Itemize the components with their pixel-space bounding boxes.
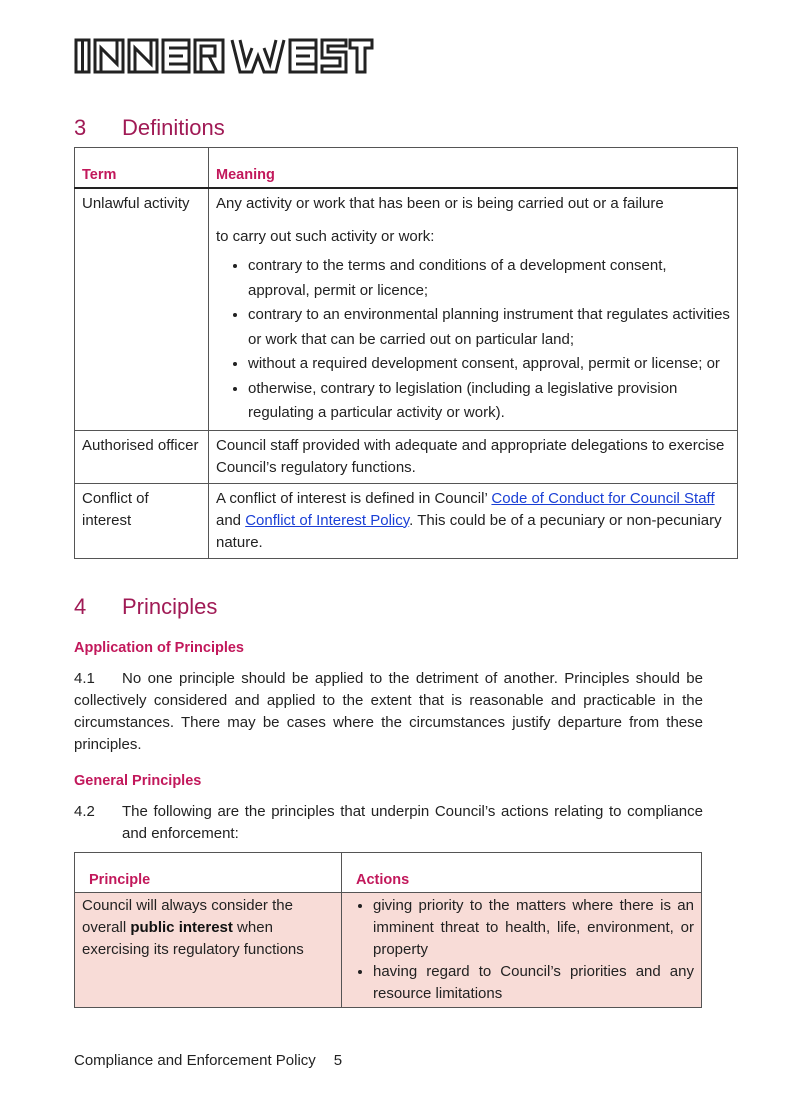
principle-text: when exercising its regulatory functions (82, 919, 304, 958)
term-cell: Authorised officer (75, 430, 209, 483)
bullet-list (216, 254, 730, 426)
principles-table (74, 852, 702, 1008)
table-row (75, 188, 738, 430)
section-number: 3 (74, 115, 87, 140)
section-3-heading (74, 114, 225, 142)
inner-west-logo (74, 36, 374, 78)
column-header-principle: Principle (75, 853, 342, 893)
paragraph-4-2 (74, 801, 703, 845)
section-title: Definitions (122, 115, 225, 140)
column-header-term: Term (75, 148, 209, 189)
code-of-conduct-link[interactable]: Code of Conduct for Council Staff (491, 489, 715, 507)
paragraph-text: The following are the principles that underpin Council’s actions relating to compliance and enforcement: (122, 803, 703, 842)
footer-title: Compliance and Enforcement Policy (74, 1052, 316, 1069)
table-row (75, 483, 738, 558)
meaning-cell (209, 188, 738, 430)
meaning-line: Any activity or work that has been or is being carried out or a failure (216, 195, 664, 212)
table-row (75, 430, 738, 483)
term-cell: Unlawful activity (75, 188, 209, 430)
definitions-table (74, 147, 738, 559)
column-header-meaning: Meaning (209, 148, 738, 189)
table-row (75, 893, 702, 1008)
column-header-actions: Actions (342, 853, 702, 893)
application-of-principles-heading: Application of Principles (74, 640, 244, 656)
meaning-text: and (216, 511, 246, 529)
conflict-of-interest-policy-link[interactable]: Conflict of Interest Policy (245, 511, 410, 529)
section-title: Principles (122, 594, 218, 619)
meaning-cell (209, 483, 738, 558)
principle-emphasis: public interest (130, 919, 233, 936)
list-item: • without a required development consent, approval, permit or license; or (248, 352, 730, 377)
section-4-heading (74, 593, 217, 621)
principle-cell (75, 893, 342, 1008)
general-principles-heading: General Principles (74, 773, 202, 789)
paragraph-number: 4.1 (74, 670, 95, 687)
term-cell: Conflict of interest (75, 483, 209, 558)
bullet-list (349, 895, 694, 1005)
paragraph-4-1 (74, 668, 703, 756)
list-item: • giving priority to the matters where there is an imminent threat to health, life, environment, or property (373, 895, 694, 961)
meaning-text: A conflict of interest is defined in Council’ (216, 489, 492, 507)
meaning-line: to carry out such activity or work: (216, 228, 435, 245)
list-item: • contrary to an environmental planning instrument that regulates activities or work that can be carried out on particular land; (248, 303, 730, 352)
list-item: • contrary to the terms and conditions of a development consent, approval, permit or licence; (248, 254, 730, 303)
paragraph-number: 4.2 (74, 803, 95, 820)
principle-text: Council will always consider the overall (82, 897, 293, 936)
list-item: • having regard to Council’s priorities and any resource limitations (373, 961, 694, 1005)
actions-cell (342, 893, 702, 1008)
meaning-text: . This could be of a pecuniary or non-pecuniary nature. (216, 511, 722, 551)
page-number: 5 (333, 1052, 343, 1069)
paragraph-text: No one principle should be applied to the detriment of another. Principles should be collectively considered and applied to the extent that is reasonable and practicable in the circumstances. There may be cases where the circumstances justify departure from these principles. (74, 670, 703, 753)
list-item: • otherwise, contrary to legislation (including a legislative provision regulating a particular activity or work). (248, 377, 730, 426)
meaning-cell: Council staff provided with adequate and appropriate delegations to exercise Council’s regulatory functions. (209, 430, 738, 483)
section-number: 4 (74, 594, 87, 619)
page-footer (74, 1052, 342, 1069)
